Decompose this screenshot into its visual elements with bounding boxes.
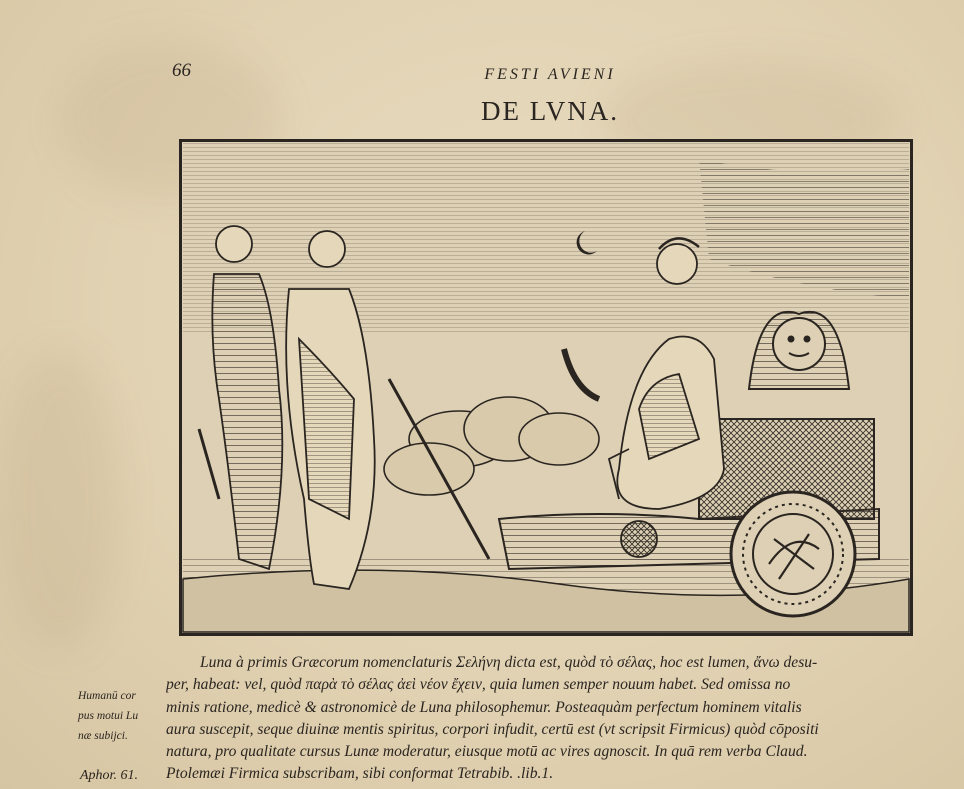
margin-note-line: næ subijci.	[78, 730, 128, 742]
text-line: minis ratione, medicè & astronomicè de Luna philosophemur. Posteaquàm perfectum hominem vitalis	[166, 698, 802, 716]
running-head: FESTI AVIENI	[484, 66, 616, 83]
chapter-title: DE LVNA.	[480, 96, 619, 126]
text-line: natura, pro qualitate cursus Lunæ moderatur, eiusque motū ac vires agnoscit. In quā rem verba Claud.	[166, 743, 808, 761]
sun-face-icon	[773, 318, 825, 370]
text-line: aura suscepit, seque diuinæ mentis spiritus, corpori infudit, certū est (vt scripsit Firmicus) quòd cōpositi	[166, 720, 819, 738]
globe-icon	[621, 521, 657, 557]
page-number: 66	[172, 60, 191, 81]
body-text	[166, 652, 926, 786]
margin-note-line: Humanū cor	[78, 690, 136, 702]
text-line: Ptolemæi Firmica subscribam, sibi conformat Tetrabib. .lib.1.	[166, 765, 554, 783]
text-line: per, habeat: vel, quòd παρὰ τὸ σέλας ἀεὶ νέον ἔχειν, quia lumen semper nouum habet. Sed omissa no	[166, 676, 791, 694]
aphorism-reference: Aphor. 61.	[80, 768, 138, 783]
margin-note-line: pus motui Lu	[78, 710, 139, 722]
woodcut-illustration	[179, 139, 913, 636]
text-line: Luna à primis Græcorum nomenclaturis Σελήνη dicta est, quòd τὸ σέλας, hoc est lumen, ἄνω desu-	[200, 654, 818, 671]
paper-stain	[0, 350, 120, 650]
